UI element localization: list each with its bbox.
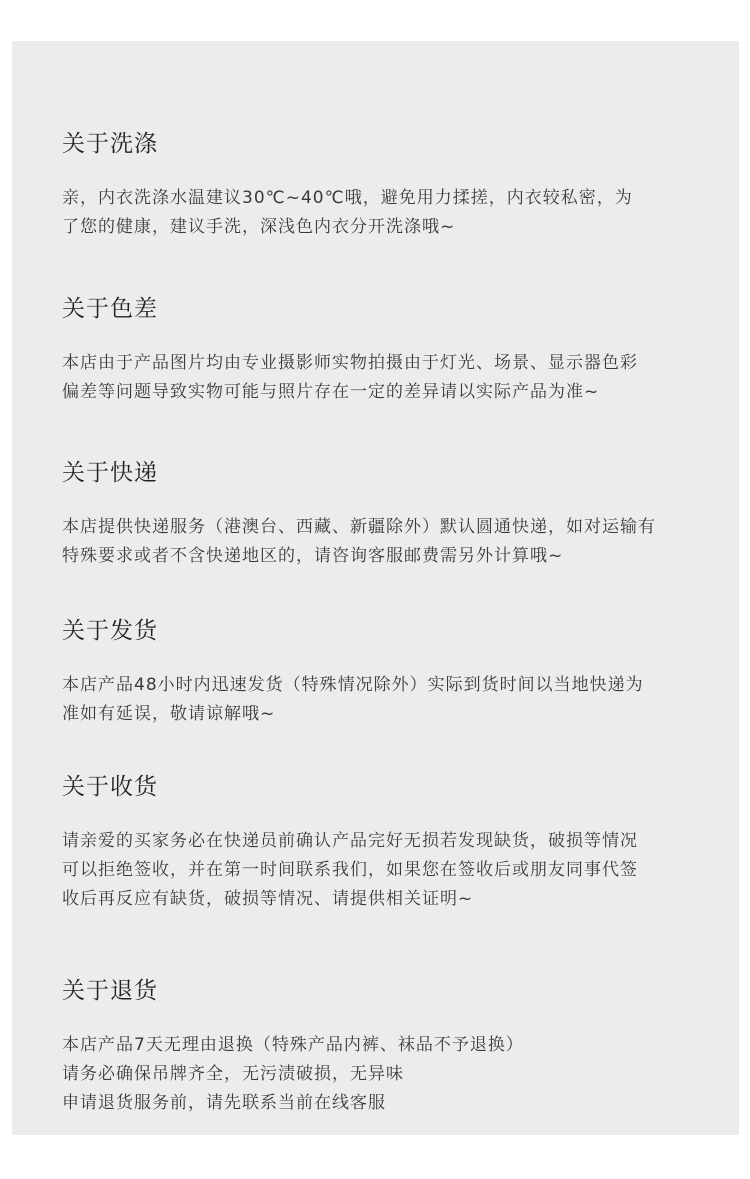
- body-line: 请亲爱的买家务必在快递员前确认产品完好无损若发现缺货，破损等情况: [62, 831, 638, 851]
- section-title-washing: 关于洗涤: [62, 131, 158, 157]
- section-body-shipping: [62, 671, 732, 729]
- section-receiving: [62, 773, 732, 914]
- section-body-receiving: [62, 827, 732, 914]
- body-line: 特殊要求或者不含快递地区的，请咨询客服邮费需另外计算哦~: [62, 546, 564, 566]
- section-body-delivery: [62, 513, 732, 571]
- body-line: 本店产品48小时内迅速发货（特殊情况除外）实际到货时间以当地快递为: [62, 675, 644, 695]
- policy-panel: [12, 41, 739, 1135]
- body-line: 申请退货服务前，请先联系当前在线客服: [62, 1093, 386, 1113]
- body-line: 收后再反应有缺货，破损等情况、请提供相关证明~: [62, 889, 474, 909]
- section-title-receiving: 关于收货: [62, 774, 158, 800]
- section-returns: [62, 977, 732, 1118]
- body-line: 准如有延误，敬请谅解哦~: [62, 704, 276, 724]
- section-shipping: [62, 617, 732, 729]
- section-body-returns: [62, 1031, 732, 1118]
- section-washing: [62, 130, 732, 242]
- body-line: 偏差等问题导致实物可能与照片存在一定的差异请以实际产品为准~: [62, 382, 600, 402]
- section-title-color-difference: 关于色差: [62, 296, 158, 322]
- body-line: 可以拒绝签收，并在第一时间联系我们，如果您在签收后或朋友同事代签: [62, 860, 638, 880]
- section-title-shipping: 关于发货: [62, 618, 158, 644]
- section-color-difference: [62, 295, 732, 407]
- body-line: 亲，内衣洗涤水温建议30℃~40℃哦，避免用力揉搓，内衣较私密，为: [62, 188, 633, 208]
- body-line: 了您的健康，建议手洗，深浅色内衣分开洗涤哦~: [62, 217, 456, 237]
- section-body-color-difference: [62, 349, 732, 407]
- section-title-delivery: 关于快递: [62, 460, 158, 486]
- section-delivery: [62, 459, 732, 571]
- body-line: 本店由于产品图片均由专业摄影师实物拍摄由于灯光、场景、显示器色彩: [62, 353, 638, 373]
- body-line: 请务必确保吊牌齐全，无污渍破损，无异味: [62, 1064, 404, 1084]
- body-line: 本店提供快递服务（港澳台、西藏、新疆除外）默认圆通快递，如对运输有: [62, 517, 656, 537]
- body-line: 本店产品7天无理由退换（特殊产品内裤、袜品不予退换）: [62, 1035, 524, 1055]
- section-body-washing: [62, 184, 732, 242]
- section-title-returns: 关于退货: [62, 978, 158, 1004]
